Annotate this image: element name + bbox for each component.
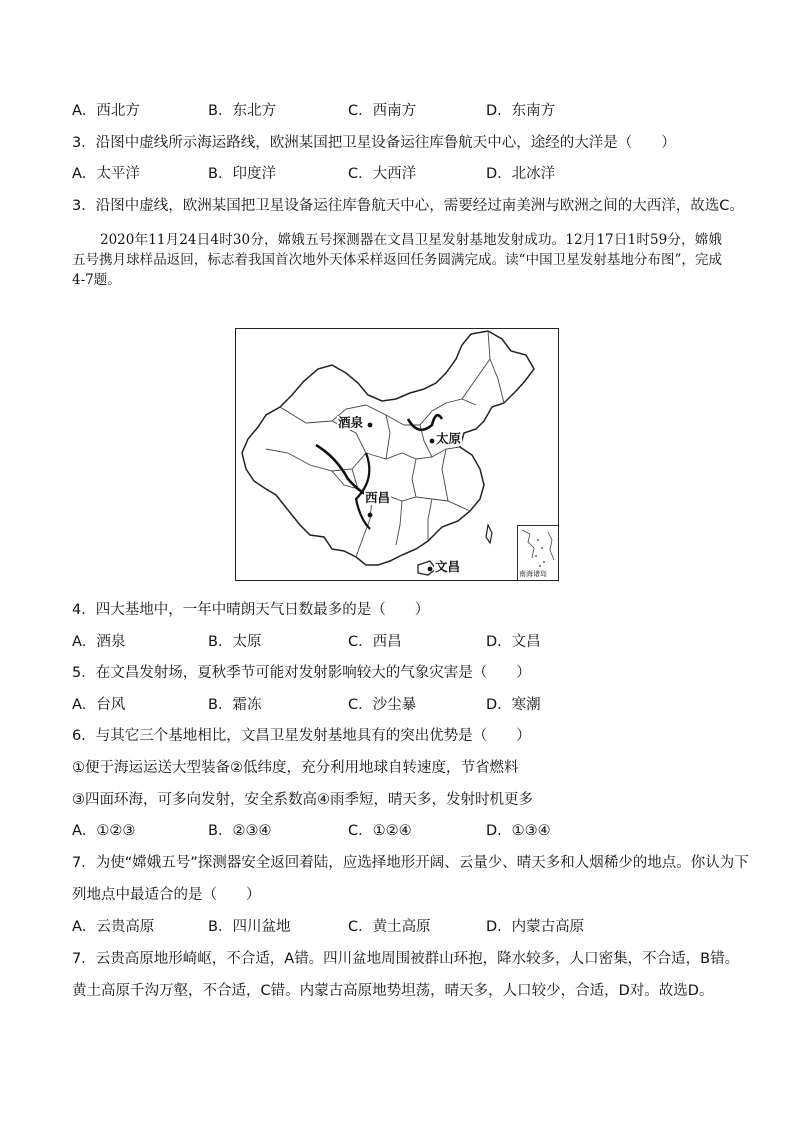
label-taiyuan: 太原 [436, 431, 462, 446]
q2-option-d: D．东南方 [486, 103, 556, 119]
q4-option-a: A．酒泉 [72, 634, 126, 650]
q6-question: 6．与其它三个基地相比，文昌卫星发射基地具有的突出优势是（ ） [72, 728, 531, 744]
q7-question-line-1: 7．为使“嫦娥五号”探测器安全返回着陆，应选择地形开阔、云量少、晴天多和人烟稀少的地点。你认为下 [72, 855, 749, 871]
label-wenchang: 文昌 [435, 559, 461, 574]
q2-option-c: C．西南方 [348, 103, 417, 119]
china-launch-base-map [235, 328, 559, 581]
q2-option-b: B．东北方 [208, 103, 276, 119]
q3-option-a: A．太平洋 [72, 166, 140, 182]
label-jiuquan: 酒泉 [338, 415, 364, 430]
q3-option-d: D．北冰洋 [486, 166, 556, 182]
q2-option-a: A．西北方 [72, 103, 140, 119]
reading-passage [72, 230, 722, 299]
south-china-sea-inset [517, 525, 558, 580]
q4-question: 4．四大基地中，一年中晴朗天气日数最多的是（ ） [72, 602, 430, 618]
china-outline-icon [236, 329, 557, 579]
q3-option-b: B．印度洋 [208, 166, 276, 182]
q5-option-d: D．寒潮 [486, 697, 541, 713]
q6-statement-1: ①便于海运运送大型装备②低纬度，充分利用地球自转速度，节省燃料 [72, 760, 519, 776]
q7-option-a: A．云贵高原 [72, 919, 155, 935]
q6-option-c: C．①②④ [348, 823, 412, 839]
q7-answer-line-2: 黄土高原千沟万壑，不合适，C错。内蒙古高原地势坦荡，晴天多，人口较少，合适，D对。故选D。 [72, 983, 714, 999]
q5-question: 5．在文昌发射场，夏秋季节可能对发射影响较大的气象灾害是（ ） [72, 665, 531, 681]
q7-option-d: D．内蒙古高原 [486, 919, 585, 935]
q7-option-c: C．黄土高原 [348, 919, 431, 935]
q6-option-a: A．①②③ [72, 823, 136, 839]
passage-paragraph: 2020年11月24日4时30分，嫦娥五号探测器在文昌卫星发射基地发射成功。12月17日1时59分，嫦娥五号携月球样品返回，标志着我国首次地外天体采样返回任务圆满完成。读“中国卫星发射基地分布图”，完成4-7题。 [72, 232, 722, 288]
q3-question: 3．沿图中虚线所示海运路线，欧洲某国把卫星设备运往库鲁航天中心，途经的大洋是（ ） [72, 135, 676, 151]
q4-option-c: C．西昌 [348, 634, 402, 650]
label-xichang: 西昌 [365, 490, 391, 505]
inset-label: 南海诸岛 [519, 570, 547, 578]
q7-answer-line-1: 7．云贵高原地形崎岖，不合适，A错。四川盆地周围被群山环抱，降水较多，人口密集，不合适，B错。 [72, 951, 740, 967]
q4-option-b: B．太原 [208, 634, 262, 650]
q5-option-a: A．台风 [72, 697, 126, 713]
q5-option-b: B．霜冻 [208, 697, 262, 713]
q7-option-b: B．四川盆地 [208, 919, 291, 935]
q5-option-c: C．沙尘暴 [348, 697, 417, 713]
q6-option-d: D．①③④ [486, 823, 551, 839]
q7-question-line-2: 列地点中最适合的是（ ） [72, 887, 261, 903]
q6-option-b: B．②③④ [208, 823, 272, 839]
q4-option-d: D．文昌 [486, 634, 541, 650]
q6-statement-2: ③四面环海，可多向发射，安全系数高④雨季短，晴天多，发射时机更多 [72, 792, 533, 808]
q3-answer: 3．沿图中虚线，欧洲某国把卫星设备运往库鲁航天中心，需要经过南美洲与欧洲之间的大西洋，故选C。 [72, 198, 744, 214]
q3-option-c: C．大西洋 [348, 166, 417, 182]
